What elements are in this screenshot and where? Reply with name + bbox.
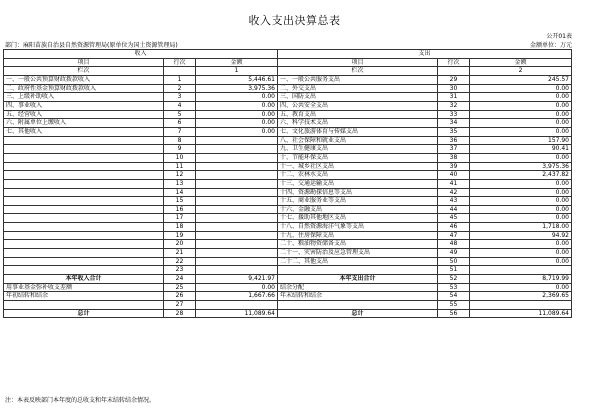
expense-row-no-cell: 55 <box>438 301 470 310</box>
expense-amount-cell: 0.00 <box>470 257 572 266</box>
table-row <box>4 84 572 93</box>
expense-amount-cell: 0.00 <box>470 283 572 292</box>
income-row-no-cell: 25 <box>164 283 196 292</box>
expense-item-cell: 年末结转和结余 <box>278 292 438 301</box>
table-row <box>4 119 572 128</box>
income-row-no-cell: 12 <box>164 171 196 180</box>
income-col-label: 栏次 <box>4 67 164 76</box>
expense-amount-cell: 0.00 <box>470 249 572 258</box>
table-row <box>4 188 572 197</box>
expense-item-cell <box>278 266 438 275</box>
expense-amount-cell: 0.00 <box>470 205 572 214</box>
expense-item-cell: 五、教育支出 <box>278 110 438 119</box>
income-row-no-cell: 19 <box>164 231 196 240</box>
income-amount-cell <box>196 188 278 197</box>
expense-amount-header: 金额 <box>470 58 572 67</box>
expense-item-cell: 二十一、灾害防治及应急管理支出 <box>278 249 438 258</box>
expense-amount-cell: 0.00 <box>470 179 572 188</box>
expense-item-cell: 一、一般公共服务支出 <box>278 75 438 84</box>
expense-amount-cell: 0.00 <box>470 110 572 119</box>
expense-row-no-cell: 30 <box>438 84 470 93</box>
expense-item-cell: 三、国防支出 <box>278 93 438 102</box>
expense-row-no-cell: 35 <box>438 127 470 136</box>
expense-row-no-cell: 36 <box>438 136 470 145</box>
income-amount-cell: 0.00 <box>196 93 278 102</box>
table-row <box>4 162 572 171</box>
income-item-cell <box>4 162 164 171</box>
income-row-no-cell: 18 <box>164 223 196 232</box>
table-row <box>4 110 572 119</box>
expense-row-no-cell: 33 <box>438 110 470 119</box>
income-item-cell <box>4 223 164 232</box>
income-row-no-cell: 11 <box>164 162 196 171</box>
income-item-cell <box>4 188 164 197</box>
expense-row-no-cell: 47 <box>438 231 470 240</box>
expense-item-cell: 四、公共安全支出 <box>278 101 438 110</box>
income-item-cell: 五、经营收入 <box>4 110 164 119</box>
income-row-no-cell: 14 <box>164 188 196 197</box>
table-row <box>4 101 572 110</box>
table-row <box>4 179 572 188</box>
income-item-cell: 一、一般公共预算财政拨款收入 <box>4 75 164 84</box>
empty-cell <box>164 67 196 76</box>
expense-row-no-cell: 53 <box>438 283 470 292</box>
expense-row-no-cell: 29 <box>438 75 470 84</box>
income-item-cell <box>4 145 164 154</box>
expense-item-cell: 结余分配 <box>278 283 438 292</box>
income-amount-cell <box>196 266 278 275</box>
income-item-header: 项目 <box>4 58 164 67</box>
expense-item-cell: 二十二、其他支出 <box>278 257 438 266</box>
expense-amount-cell: 0.00 <box>470 214 572 223</box>
income-row-no-cell: 20 <box>164 240 196 249</box>
expense-item-cell: 十七、援助其他地区支出 <box>278 214 438 223</box>
income-amount-cell <box>196 249 278 258</box>
expense-amount-cell: 0.00 <box>470 153 572 162</box>
expense-amount-cell: 0.00 <box>470 240 572 249</box>
income-row-no-cell: 28 <box>164 309 196 318</box>
expense-item-cell: 十一、城乡社区支出 <box>278 162 438 171</box>
income-item-cell <box>4 266 164 275</box>
income-row-no-cell: 16 <box>164 205 196 214</box>
expense-item-cell: 十八、自然资源海洋气象等支出 <box>278 223 438 232</box>
expense-amount-cell: 3,975.36 <box>470 162 572 171</box>
expense-item-cell: 八、社会保障和就业支出 <box>278 136 438 145</box>
table-row <box>4 257 572 266</box>
expense-amount-cell: 0.00 <box>470 93 572 102</box>
income-amount-cell <box>196 197 278 206</box>
income-amount-cell: 0.00 <box>196 110 278 119</box>
expense-col-label: 栏次 <box>278 67 438 76</box>
expense-row-no-cell: 45 <box>438 214 470 223</box>
income-row-no-cell: 5 <box>164 110 196 119</box>
expense-row-no-cell: 37 <box>438 145 470 154</box>
table-row <box>4 240 572 249</box>
income-row-no-cell: 4 <box>164 101 196 110</box>
table-row <box>4 153 572 162</box>
income-item-cell: 总计 <box>4 309 164 318</box>
table-row <box>4 266 572 275</box>
table-row <box>4 75 572 84</box>
income-row-no-cell: 7 <box>164 127 196 136</box>
income-amount-cell: 1,667.66 <box>196 292 278 301</box>
expense-item-cell: 十、节能环保支出 <box>278 153 438 162</box>
expense-item-header: 项目 <box>278 58 438 67</box>
expense-amount-cell: 2,437.82 <box>470 171 572 180</box>
expense-amount-cell: 245.57 <box>470 75 572 84</box>
expense-row-no-cell: 31 <box>438 93 470 102</box>
expense-row-no-cell: 48 <box>438 240 470 249</box>
income-item-cell: 二、政府性基金预算财政拨款收入 <box>4 84 164 93</box>
income-item-cell <box>4 257 164 266</box>
income-amount-cell: 11,089.64 <box>196 309 278 318</box>
income-item-cell: 用事业基金弥补收支差额 <box>4 283 164 292</box>
expense-row-no-cell: 49 <box>438 249 470 258</box>
expense-amount-cell <box>470 301 572 310</box>
income-item-cell <box>4 136 164 145</box>
expense-row-no-cell: 46 <box>438 223 470 232</box>
expense-item-cell: 十五、商业服务业等支出 <box>278 197 438 206</box>
expense-amount-cell: 0.00 <box>470 119 572 128</box>
income-item-cell <box>4 214 164 223</box>
expense-row-no-cell: 34 <box>438 119 470 128</box>
expense-row-no-cell: 51 <box>438 266 470 275</box>
income-item-cell <box>4 197 164 206</box>
expense-item-cell: 本年支出合计 <box>278 275 438 284</box>
income-item-cell: 四、事业收入 <box>4 101 164 110</box>
income-row-no-cell: 24 <box>164 275 196 284</box>
expense-item-cell: 总计 <box>278 309 438 318</box>
expense-row-no-cell: 39 <box>438 162 470 171</box>
expense-row-no-cell: 52 <box>438 275 470 284</box>
income-amount-cell <box>196 179 278 188</box>
expense-row-no-cell: 54 <box>438 292 470 301</box>
income-item-cell <box>4 171 164 180</box>
income-amount-cell <box>196 162 278 171</box>
income-amount-cell <box>196 214 278 223</box>
income-amount-header: 金额 <box>196 58 278 67</box>
expense-amount-cell <box>470 266 572 275</box>
income-row-no-cell: 17 <box>164 214 196 223</box>
income-amount-cell: 0.00 <box>196 101 278 110</box>
expense-row-no-cell: 42 <box>438 188 470 197</box>
section-header-row <box>4 50 572 59</box>
income-item-cell <box>4 179 164 188</box>
income-row-no-cell: 3 <box>164 93 196 102</box>
table-row <box>4 231 572 240</box>
income-amount-cell: 0.00 <box>196 283 278 292</box>
table-row <box>4 214 572 223</box>
income-section-header: 收入 <box>4 50 278 59</box>
expense-row-no-cell: 56 <box>438 309 470 318</box>
income-amount-cell: 9,421.97 <box>196 275 278 284</box>
income-row-no-cell: 21 <box>164 249 196 258</box>
expense-amount-cell: 0.00 <box>470 188 572 197</box>
table-row <box>4 197 572 206</box>
expense-row-no-cell: 50 <box>438 257 470 266</box>
income-amount-cell: 0.00 <box>196 127 278 136</box>
income-row-no-cell: 23 <box>164 266 196 275</box>
income-item-cell <box>4 231 164 240</box>
income-amount-cell <box>196 240 278 249</box>
annual-total-row <box>4 275 572 284</box>
income-amount-cell: 5,446.61 <box>196 75 278 84</box>
income-row-no-cell: 8 <box>164 136 196 145</box>
table-row <box>4 249 572 258</box>
income-row-no-header: 行次 <box>164 58 196 67</box>
income-amount-cell <box>196 145 278 154</box>
table-row <box>4 205 572 214</box>
income-expense-table <box>3 49 572 318</box>
grand-total-row <box>4 309 572 318</box>
table-row <box>4 223 572 232</box>
income-row-no-cell: 15 <box>164 197 196 206</box>
expense-item-cell: 十九、住房保障支出 <box>278 231 438 240</box>
expense-section-header: 支出 <box>278 50 572 59</box>
income-item-cell <box>4 205 164 214</box>
department-label: 部门：麻阳苗族自治县自然资源管理局(原单位为国土资源管理局) <box>5 42 178 49</box>
income-row-no-cell: 2 <box>164 84 196 93</box>
expense-amount-cell: 90.41 <box>470 145 572 154</box>
table-row <box>4 283 572 292</box>
income-row-no-cell: 26 <box>164 292 196 301</box>
income-amount-cell <box>196 153 278 162</box>
income-amount-cell <box>196 136 278 145</box>
expense-amount-cell: 8,719.99 <box>470 275 572 284</box>
expense-item-cell <box>278 301 438 310</box>
footnote: 注：本表反映部门本年度的总收支和年末结转结余情况。 <box>5 397 156 404</box>
income-item-cell: 六、附属单位上缴收入 <box>4 119 164 128</box>
expense-item-cell: 二十、粮油物资储备支出 <box>278 240 438 249</box>
income-row-no-cell: 22 <box>164 257 196 266</box>
expense-row-no-cell: 41 <box>438 179 470 188</box>
table-row <box>4 136 572 145</box>
expense-amount-cell: 0.00 <box>470 101 572 110</box>
income-row-no-cell: 6 <box>164 119 196 128</box>
income-item-cell: 年初结转和结余 <box>4 292 164 301</box>
income-row-no-cell: 13 <box>164 179 196 188</box>
expense-row-no-cell: 44 <box>438 205 470 214</box>
table-row <box>4 171 572 180</box>
income-row-no-cell: 27 <box>164 301 196 310</box>
income-amount-cell <box>196 205 278 214</box>
expense-item-cell: 九、卫生健康支出 <box>278 145 438 154</box>
income-item-cell: 七、其他收入 <box>4 127 164 136</box>
table-row <box>4 93 572 102</box>
expense-amount-cell: 11,089.64 <box>470 309 572 318</box>
income-amount-cell <box>196 257 278 266</box>
expense-item-cell: 十二、农林水支出 <box>278 171 438 180</box>
expense-col-index: 2 <box>470 67 572 76</box>
income-row-no-cell: 10 <box>164 153 196 162</box>
table-row <box>4 145 572 154</box>
expense-item-cell: 六、科学技术支出 <box>278 119 438 128</box>
income-item-cell: 本年收入合计 <box>4 275 164 284</box>
expense-item-cell: 二、外交支出 <box>278 84 438 93</box>
expense-row-no-header: 行次 <box>438 58 470 67</box>
income-row-no-cell: 1 <box>164 75 196 84</box>
income-item-cell: 三、上级补助收入 <box>4 93 164 102</box>
expense-row-no-cell: 43 <box>438 197 470 206</box>
expense-amount-cell: 94.92 <box>470 231 572 240</box>
column-header-row <box>4 58 572 67</box>
form-code: 公开01表 <box>546 33 572 40</box>
income-item-cell <box>4 153 164 162</box>
expense-amount-cell: 0.00 <box>470 84 572 93</box>
expense-amount-cell: 157.90 <box>470 136 572 145</box>
expense-row-no-cell: 40 <box>438 171 470 180</box>
report-title: 收入支出决算总表 <box>248 14 341 27</box>
expense-item-cell: 七、文化旅游体育与传媒支出 <box>278 127 438 136</box>
table-row <box>4 301 572 310</box>
income-amount-cell <box>196 301 278 310</box>
income-amount-cell <box>196 231 278 240</box>
expense-amount-cell: 0.00 <box>470 197 572 206</box>
expense-item-cell: 十六、金融支出 <box>278 205 438 214</box>
expense-item-cell: 十四、资源勘探信息等支出 <box>278 188 438 197</box>
expense-amount-cell: 0.00 <box>470 127 572 136</box>
table-row <box>4 127 572 136</box>
expense-row-no-cell: 32 <box>438 101 470 110</box>
expense-item-cell: 十三、交通运输支出 <box>278 179 438 188</box>
income-row-no-cell: 9 <box>164 145 196 154</box>
table-row <box>4 292 572 301</box>
income-col-index: 1 <box>196 67 278 76</box>
income-amount-cell <box>196 171 278 180</box>
income-item-cell <box>4 249 164 258</box>
expense-amount-cell: 2,369.65 <box>470 292 572 301</box>
expense-amount-cell: 1,718.00 <box>470 223 572 232</box>
column-index-row <box>4 67 572 76</box>
empty-cell <box>438 67 470 76</box>
income-item-cell <box>4 240 164 249</box>
unit-label: 金额单位：万元 <box>529 42 572 49</box>
income-amount-cell <box>196 223 278 232</box>
income-item-cell <box>4 301 164 310</box>
expense-row-no-cell: 38 <box>438 153 470 162</box>
income-amount-cell: 3,975.36 <box>196 84 278 93</box>
income-amount-cell: 0.00 <box>196 119 278 128</box>
